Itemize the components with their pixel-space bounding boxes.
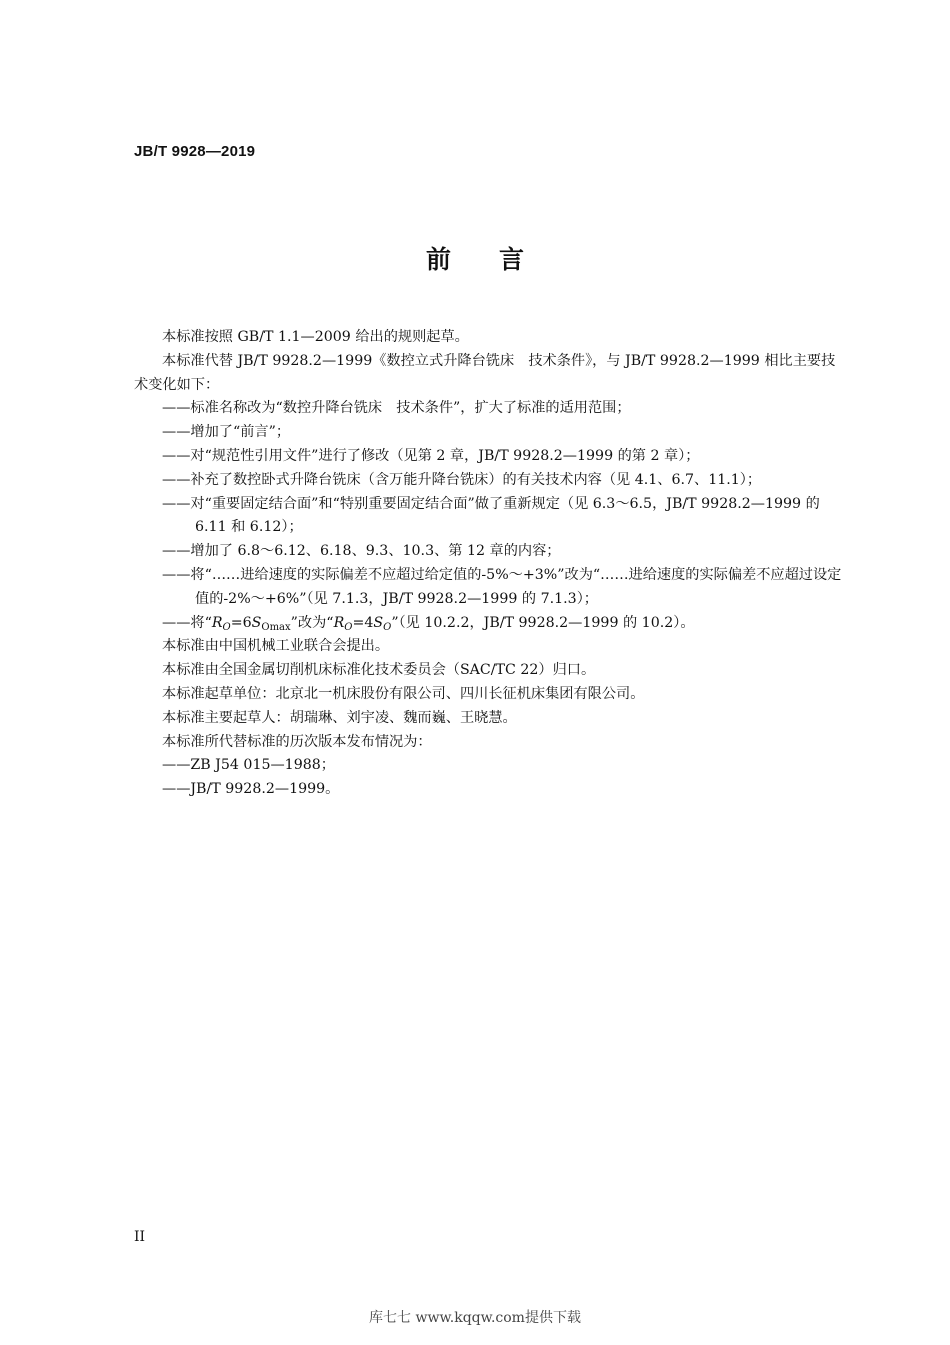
change-item-2: ——增加了“前言”； (162, 424, 291, 441)
download-footer: 库七七 www.kqqw.com提供下载 (369, 1310, 581, 1326)
formula-r1: R (211, 614, 223, 631)
change-item-3: ——对“规范性引用文件”进行了修改（见第 2 章，JB/T 9928.2—1999 的第 2 章）； (162, 447, 700, 464)
paragraph-history-intro: 本标准所代替标准的历次版本发布情况为： (162, 733, 432, 750)
history-item-2: ——JB/T 9928.2—1999。 (162, 781, 340, 798)
formula-s1-sub: Omax (261, 621, 291, 633)
change-item-5: ——对“重要固定结合面”和“特别重要固定结合面”做了重新规定（见 6.3～6.5，JB/T 9928.2—1999 的 6.11 和 6.12）； (162, 495, 820, 536)
paragraph-committee: 本标准由全国金属切削机床标准化技术委员会（SAC/TC 22）归口。 (162, 662, 596, 679)
page-title: 前言 (425, 245, 572, 274)
paragraph-replacement: 本标准代替 JB/T 9928.2—1999《数控立式升降台铣床 技术条件》，与 JB/T 9928.2—1999 相比主要技术变化如下： (134, 352, 836, 393)
paragraph-proposer: 本标准由中国机械工业联合会提出。 (162, 638, 390, 655)
change-item-6: ——增加了 6.8～6.12、6.18、9.3、10.3、第 12 章的内容； (162, 543, 561, 560)
page-number: II (134, 1229, 146, 1245)
change-item-8 (134, 612, 842, 636)
formula-s2-sub: O (383, 621, 392, 633)
formula-prefix: ——将“ (162, 614, 212, 631)
document-body (134, 326, 842, 802)
formula-s2: S (373, 614, 384, 631)
standard-code: JB/T 9928—2019 (134, 143, 256, 160)
formula-r2: R (333, 614, 345, 631)
formula-r1-sub: O (222, 621, 231, 633)
formula-r2-sub: O (344, 621, 353, 633)
paragraph-drafting-rules: 本标准按照 GB/T 1.1—2009 给出的规则起草。 (162, 329, 469, 345)
change-item-4: ——补充了数控卧式升降台铣床（含万能升降台铣床）的有关技术内容（见 4.1、6.7、11.1）； (162, 471, 762, 488)
formula-suffix: ”（见 10.2.2，JB/T 9928.2—1999 的 10.2）。 (391, 614, 695, 631)
change-item-1: ——标准名称改为“数控升降台铣床 技术条件”，扩大了标准的适用范围； (162, 400, 631, 417)
paragraph-drafting-units: 本标准起草单位：北京北一机床股份有限公司、四川长征机床集团有限公司。 (162, 685, 645, 702)
history-item-1: ——ZB J54 015—1988； (162, 757, 335, 774)
formula-mid: ”改为“ (290, 614, 334, 631)
formula-eq1: =6 (230, 614, 252, 631)
change-item-7: ——将“……进给速度的实际偏差不应超过给定值的-5%～+3%”改为“……进给速度的实际偏差不应超过设定值的-2%～+6%”（见 7.1.3，JB/T 9928.2—1999 的 7.1.3）； (162, 566, 842, 607)
formula-s1: S (251, 614, 262, 631)
paragraph-drafters: 本标准主要起草人：胡瑞琳、刘宇凌、魏而巍、王晓慧。 (162, 709, 517, 726)
formula-eq2: =4 (352, 614, 374, 631)
